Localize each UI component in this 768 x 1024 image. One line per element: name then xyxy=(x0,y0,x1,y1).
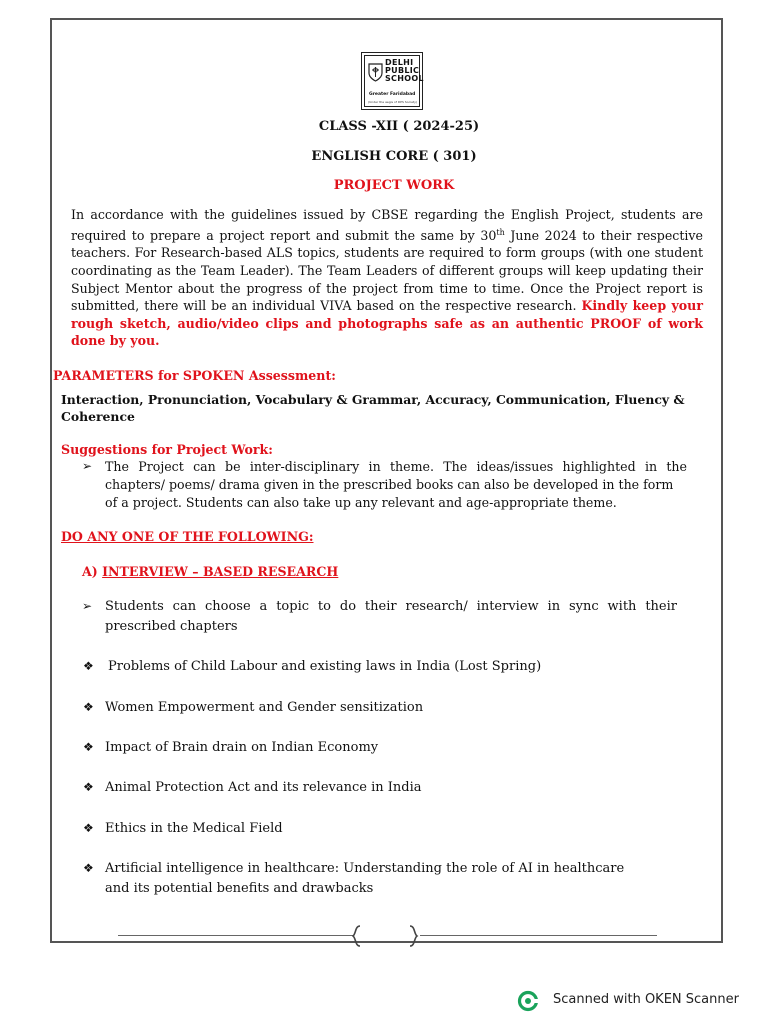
list-item: Problems of Child Labour and existing laws in India (Lost Spring) xyxy=(108,659,542,674)
intro-text-a: In accordance with the guidelines issued by CBSE regarding the English Project, students are required to prepare a project report and submit the same by 30 xyxy=(71,207,703,243)
parameters-line1: Interaction, Pronunciation, Vocabulary & Grammar, Accuracy, Communication, Fluency & xyxy=(61,392,685,407)
list-item: Women Empowerment and Gender sensitization xyxy=(105,700,424,715)
logo-name-line1: DELHI xyxy=(385,58,414,67)
list-item: Animal Protection Act and its relevance in India xyxy=(105,780,422,795)
diamond-bullet-icon: ❖ xyxy=(83,780,94,794)
options-heading: DO ANY ONE OF THE FOLLOWING: xyxy=(61,529,314,544)
intro-superscript: th xyxy=(496,227,505,237)
section-a-heading xyxy=(82,564,338,579)
oken-scanner-logo-icon xyxy=(517,990,541,1012)
list-item-continuation: and its potential benefits and drawbacks xyxy=(105,881,374,896)
logo-location: Greater Faridabad xyxy=(369,92,416,97)
page-title: PROJECT WORK xyxy=(333,178,455,193)
topics-intro-line2: prescribed chapters xyxy=(105,619,238,634)
topics-arrow-icon: ➢ xyxy=(82,599,93,613)
diamond-bullet-icon: ❖ xyxy=(83,821,94,835)
logo-name-line3: SCHOOL xyxy=(385,74,424,83)
section-a-prefix: A) xyxy=(82,564,98,579)
topics-intro-line1: Students can choose a topic to do their research/ interview in sync with their xyxy=(105,599,677,614)
parameters-line2: Coherence xyxy=(61,409,135,424)
suggestions-heading: Suggestions for Project Work: xyxy=(61,442,273,457)
section-a-title: INTERVIEW – BASED RESEARCH xyxy=(102,564,339,579)
parameters-heading: PARAMETERS for SPOKEN Assessment: xyxy=(53,368,336,383)
list-item: Artificial intelligence in healthcare: Understanding the role of AI in healthcare xyxy=(105,861,625,876)
diamond-bullet-icon: ❖ xyxy=(83,700,94,714)
intro-paragraph xyxy=(71,206,703,350)
intro-text-b: June 2024 to their respective teachers. For Research-based ALS topics, students are required to form groups (with one student coordinating as the Team Leader). The Team Leaders of different groups will keep updating their Subject Mentor about the progress of the project from time to time. Once the Project report is submitted, there will be an individual VIVA based on the respective research. xyxy=(71,227,703,314)
class-heading: CLASS -XII ( 2024-25) xyxy=(318,119,480,134)
footer-rule-right xyxy=(420,935,657,936)
subject-heading: ENGLISH CORE ( 301) xyxy=(311,149,477,164)
diamond-bullet-icon: ❖ xyxy=(83,740,94,754)
logo-name-line2: PUBLIC xyxy=(385,66,420,75)
suggestions-arrow-icon: ➢ xyxy=(82,459,93,473)
list-item: Impact of Brain drain on Indian Economy xyxy=(105,740,379,755)
suggestions-line3: of a project. Students can also take up any relevant and age-appropriate theme. xyxy=(105,495,617,510)
school-crest-icon xyxy=(368,62,383,82)
footer-rule-left xyxy=(118,935,354,936)
diamond-bullet-icon: ❖ xyxy=(83,659,94,673)
suggestions-line2: chapters/ poems/ drama given in the prescribed books can also be developed in the form xyxy=(105,477,674,492)
scanner-label: Scanned with OKEN Scanner xyxy=(553,992,739,1007)
intro-highlight: Kindly keep your rough sketch, audio/video clips and photographs safe as an authentic PROOF of work done by you. xyxy=(71,298,703,349)
logo-tagline: (Under the aegis of DPS Society) xyxy=(368,100,418,104)
page-bracket-icon xyxy=(352,924,422,948)
suggestions-line1: The Project can be inter-disciplinary in theme. The ideas/issues highlighted in the xyxy=(105,459,687,474)
diamond-bullet-icon: ❖ xyxy=(83,861,94,875)
list-item: Ethics in the Medical Field xyxy=(105,821,283,836)
school-logo xyxy=(361,52,423,110)
